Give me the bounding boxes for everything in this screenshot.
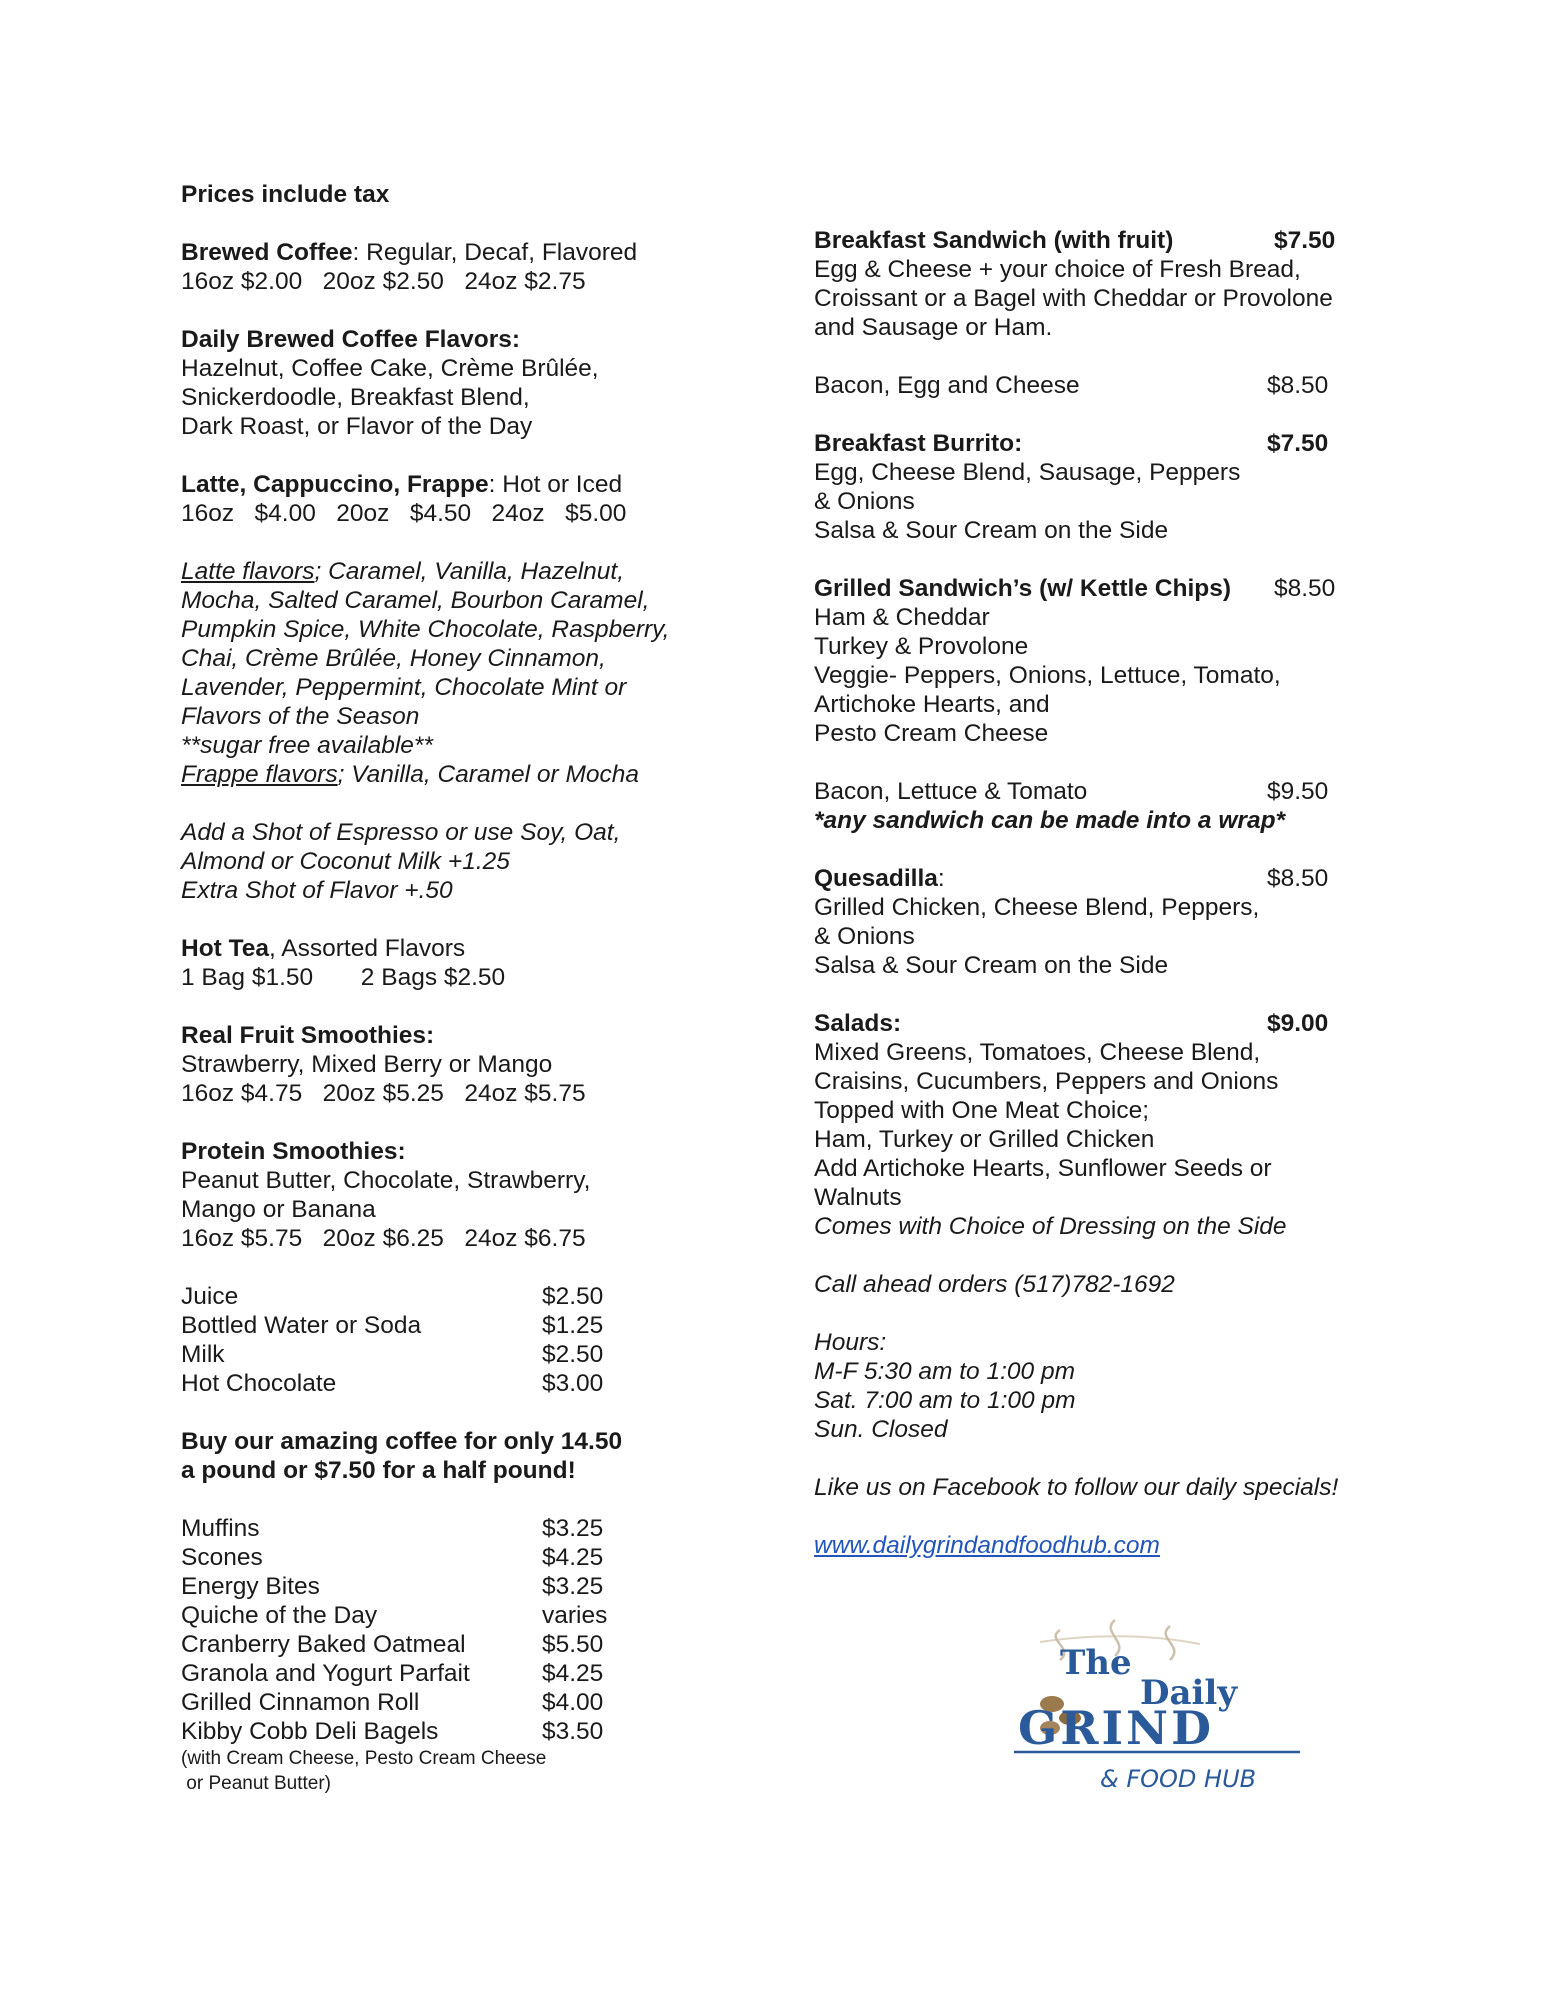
hot-tea-heading	[181, 934, 741, 963]
logo-daily: Daily	[1140, 1673, 1238, 1713]
latte-flavors-line: Mocha, Salted Caramel, Bourbon Caramel,	[181, 587, 650, 614]
grilled-price: $8.50	[1274, 575, 1336, 602]
daily-flavors-title: Daily Brewed Coffee Flavors:	[181, 326, 521, 353]
salads-line: Topped with One Meat Choice;	[814, 1097, 1150, 1124]
bakery-item	[181, 1572, 741, 1601]
drink-name: Juice	[181, 1283, 239, 1310]
drink-name: Hot Chocolate	[181, 1370, 337, 1397]
latte-flavors-first	[181, 557, 741, 586]
bakery-name: Granola and Yogurt Parfait	[181, 1660, 470, 1687]
addon-line: Add a Shot of Espresso or use Soy, Oat,	[181, 819, 621, 846]
latte-sizes: 16oz $4.00 20oz $4.50 24oz $5.00	[181, 500, 627, 527]
bakery-name: Energy Bites	[181, 1573, 320, 1600]
daily-flavors-line: Dark Roast, or Flavor of the Day	[181, 413, 533, 440]
quesadilla-title: Quesadilla	[814, 865, 938, 892]
drink-item	[181, 1282, 741, 1311]
bakery-price: $3.50	[542, 1718, 604, 1745]
latte-heading	[181, 470, 741, 499]
drink-price: $2.50	[542, 1341, 604, 1368]
hot-tea-desc: , Assorted Flavors	[269, 935, 466, 962]
bakery-price: $4.00	[542, 1689, 604, 1716]
hot-tea-title: Hot Tea	[181, 935, 270, 962]
latte-flavors-label: Latte flavors	[181, 558, 315, 585]
breakfast-sandwich-line: Croissant or a Bagel with Cheddar or Provolone	[814, 285, 1333, 312]
burrito-line: Egg, Cheese Blend, Sausage, Peppers	[814, 459, 1241, 486]
fruit-smoothies-sizes: 16oz $4.75 20oz $5.25 24oz $5.75	[181, 1080, 586, 1107]
tax-note: Prices include tax	[181, 181, 390, 208]
bagel-note: (with Cream Cheese, Pesto Cream Cheese	[181, 1748, 547, 1769]
fruit-smoothies-title: Real Fruit Smoothies:	[181, 1022, 435, 1049]
quesadilla-line: Grilled Chicken, Cheese Blend, Peppers,	[814, 894, 1260, 921]
breakfast-sandwich-line: Egg & Cheese + your choice of Fresh Bread,	[814, 256, 1301, 283]
website-link[interactable]: www.dailygrindandfoodhub.com	[814, 1532, 1160, 1559]
bakery-name: Cranberry Baked Oatmeal	[181, 1631, 466, 1658]
fruit-smoothies-desc: Strawberry, Mixed Berry or Mango	[181, 1051, 553, 1078]
salads-line: Add Artichoke Hearts, Sunflower Seeds or	[814, 1155, 1272, 1182]
grilled-line: Turkey & Provolone	[814, 633, 1029, 660]
bakery-item	[181, 1717, 741, 1746]
quesadilla-price: $8.50	[1267, 865, 1329, 892]
brewed-coffee-title: Brewed Coffee	[181, 239, 353, 266]
grilled-line: Pesto Cream Cheese	[814, 720, 1049, 747]
bakery-name: Grilled Cinnamon Roll	[181, 1689, 420, 1716]
left-column	[181, 180, 741, 1796]
addon-line: Extra Shot of Flavor +.50	[181, 877, 453, 904]
logo-grind: GRIND	[1018, 1701, 1214, 1755]
facebook-note: Like us on Facebook to follow our daily specials!	[814, 1474, 1339, 1501]
burrito-heading	[814, 429, 1374, 458]
protein-smoothies-line: Peanut Butter, Chocolate, Strawberry,	[181, 1167, 591, 1194]
bakery-item	[181, 1688, 741, 1717]
breakfast-sandwich-price: $7.50	[1274, 227, 1336, 254]
right-column	[814, 226, 1374, 1560]
bakery-price: $3.25	[542, 1515, 604, 1542]
burrito-line: Salsa & Sour Cream on the Side	[814, 517, 1169, 544]
bakery-price: $3.25	[542, 1573, 604, 1600]
latte-flavors-line: Pumpkin Spice, White Chocolate, Raspberry,	[181, 616, 670, 643]
drink-item	[181, 1340, 741, 1369]
salads-line: Mixed Greens, Tomatoes, Cheese Blend,	[814, 1039, 1261, 1066]
bakery-item	[181, 1601, 741, 1630]
bakery-item	[181, 1514, 741, 1543]
drink-name: Milk	[181, 1341, 225, 1368]
drink-item	[181, 1369, 741, 1398]
bec-price: $8.50	[1267, 372, 1329, 399]
brewed-coffee-heading	[181, 238, 741, 267]
protein-smoothies-line: Mango or Banana	[181, 1196, 376, 1223]
drink-price: $1.25	[542, 1312, 604, 1339]
quesadilla-colon: :	[937, 865, 945, 892]
addon-line: Almond or Coconut Milk +1.25	[181, 848, 510, 875]
bakery-price: $4.25	[542, 1660, 604, 1687]
bec-name: Bacon, Egg and Cheese	[814, 372, 1080, 399]
bakery-item	[181, 1543, 741, 1572]
latte-flavors-rest: ; Caramel, Vanilla, Hazelnut,	[314, 558, 625, 585]
bakery-name: Scones	[181, 1544, 263, 1571]
salads-title: Salads:	[814, 1010, 902, 1037]
latte-flavors-line: Lavender, Peppermint, Chocolate Mint or	[181, 674, 627, 701]
frappe-flavors	[181, 760, 741, 789]
grilled-line: Ham & Cheddar	[814, 604, 990, 631]
burrito-title: Breakfast Burrito:	[814, 430, 1023, 457]
salads-line: Ham, Turkey or Grilled Chicken	[814, 1126, 1155, 1153]
bakery-name: Muffins	[181, 1515, 260, 1542]
bakery-item	[181, 1659, 741, 1688]
quesadilla-heading	[814, 864, 1374, 893]
bakery-name: Kibby Cobb Deli Bagels	[181, 1718, 439, 1745]
latte-title: Latte, Cappuccino, Frappe	[181, 471, 489, 498]
drink-item	[181, 1311, 741, 1340]
latte-flavors-line: Chai, Crème Brûlée, Honey Cinnamon,	[181, 645, 606, 672]
salads-line: Walnuts	[814, 1184, 902, 1211]
grilled-line: Artichoke Hearts, and	[814, 691, 1050, 718]
blt-price: $9.50	[1267, 778, 1329, 805]
call-ahead: Call ahead orders (517)782-1692	[814, 1271, 1175, 1298]
quesadilla-line: & Onions	[814, 923, 915, 950]
frappe-flavors-rest: ; Vanilla, Caramel or Mocha	[337, 761, 639, 788]
drink-price: $3.00	[542, 1370, 604, 1397]
burrito-price: $7.50	[1267, 430, 1329, 457]
logo-graphic	[1000, 1612, 1320, 1792]
bakery-price: $4.25	[542, 1544, 604, 1571]
salads-heading	[814, 1009, 1374, 1038]
grilled-title: Grilled Sandwich’s (w/ Kettle Chips)	[814, 575, 1232, 602]
drink-price: $2.50	[542, 1283, 604, 1310]
quesadilla-line: Salsa & Sour Cream on the Side	[814, 952, 1169, 979]
sugar-free-note: **sugar free available**	[181, 732, 433, 759]
logo-tagline: & FOOD HUB	[1100, 1765, 1257, 1792]
bakery-item	[181, 1630, 741, 1659]
grilled-heading	[814, 574, 1374, 603]
bakery-price: varies	[542, 1602, 608, 1629]
daily-flavors-line: Hazelnut, Coffee Cake, Crème Brûlée,	[181, 355, 599, 382]
logo-the: The	[1060, 1643, 1132, 1683]
salads-price: $9.00	[1267, 1010, 1329, 1037]
blt-item	[814, 777, 1374, 806]
brewed-coffee-sizes: 16oz $2.00 20oz $2.50 24oz $2.75	[181, 268, 586, 295]
hours-line: Sun. Closed	[814, 1416, 948, 1443]
brewed-coffee-desc: : Regular, Decaf, Flavored	[352, 239, 638, 266]
daily-grind-logo	[1000, 1612, 1320, 1792]
breakfast-sandwich-title: Breakfast Sandwich (with fruit)	[814, 227, 1174, 254]
latte-desc: : Hot or Iced	[488, 471, 623, 498]
bakery-price: $5.50	[542, 1631, 604, 1658]
salads-note: Comes with Choice of Dressing on the Side	[814, 1213, 1287, 1240]
drink-name: Bottled Water or Soda	[181, 1312, 422, 1339]
breakfast-sandwich-line: and Sausage or Ham.	[814, 314, 1053, 341]
burrito-line: & Onions	[814, 488, 915, 515]
protein-smoothies-sizes: 16oz $5.75 20oz $6.25 24oz $6.75	[181, 1225, 586, 1252]
frappe-flavors-label: Frappe flavors	[181, 761, 338, 788]
latte-flavors-line: Flavors of the Season	[181, 703, 420, 730]
salads-line: Craisins, Cucumbers, Peppers and Onions	[814, 1068, 1279, 1095]
blt-name: Bacon, Lettuce & Tomato	[814, 778, 1088, 805]
breakfast-sandwich-heading	[814, 226, 1374, 255]
protein-smoothies-title: Protein Smoothies:	[181, 1138, 406, 1165]
grilled-line: Veggie- Peppers, Onions, Lettuce, Tomato,	[814, 662, 1281, 689]
bagel-note: or Peanut Butter)	[181, 1773, 331, 1794]
hours-line: M-F 5:30 am to 1:00 pm	[814, 1358, 1075, 1385]
bakery-name: Quiche of the Day	[181, 1602, 378, 1629]
daily-flavors-line: Snickerdoodle, Breakfast Blend,	[181, 384, 530, 411]
hot-tea-sizes: 1 Bag $1.50 2 Bags $2.50	[181, 964, 506, 991]
steam-swirl	[1166, 1626, 1175, 1660]
promo-line: Buy our amazing coffee for only 14.50	[181, 1428, 623, 1455]
bec-item	[814, 371, 1374, 400]
hours-title: Hours:	[814, 1329, 887, 1356]
wrap-note: *any sandwich can be made into a wrap*	[814, 807, 1286, 834]
promo-line: a pound or $7.50 for a half pound!	[181, 1457, 576, 1484]
hours-line: Sat. 7:00 am to 1:00 pm	[814, 1387, 1076, 1414]
